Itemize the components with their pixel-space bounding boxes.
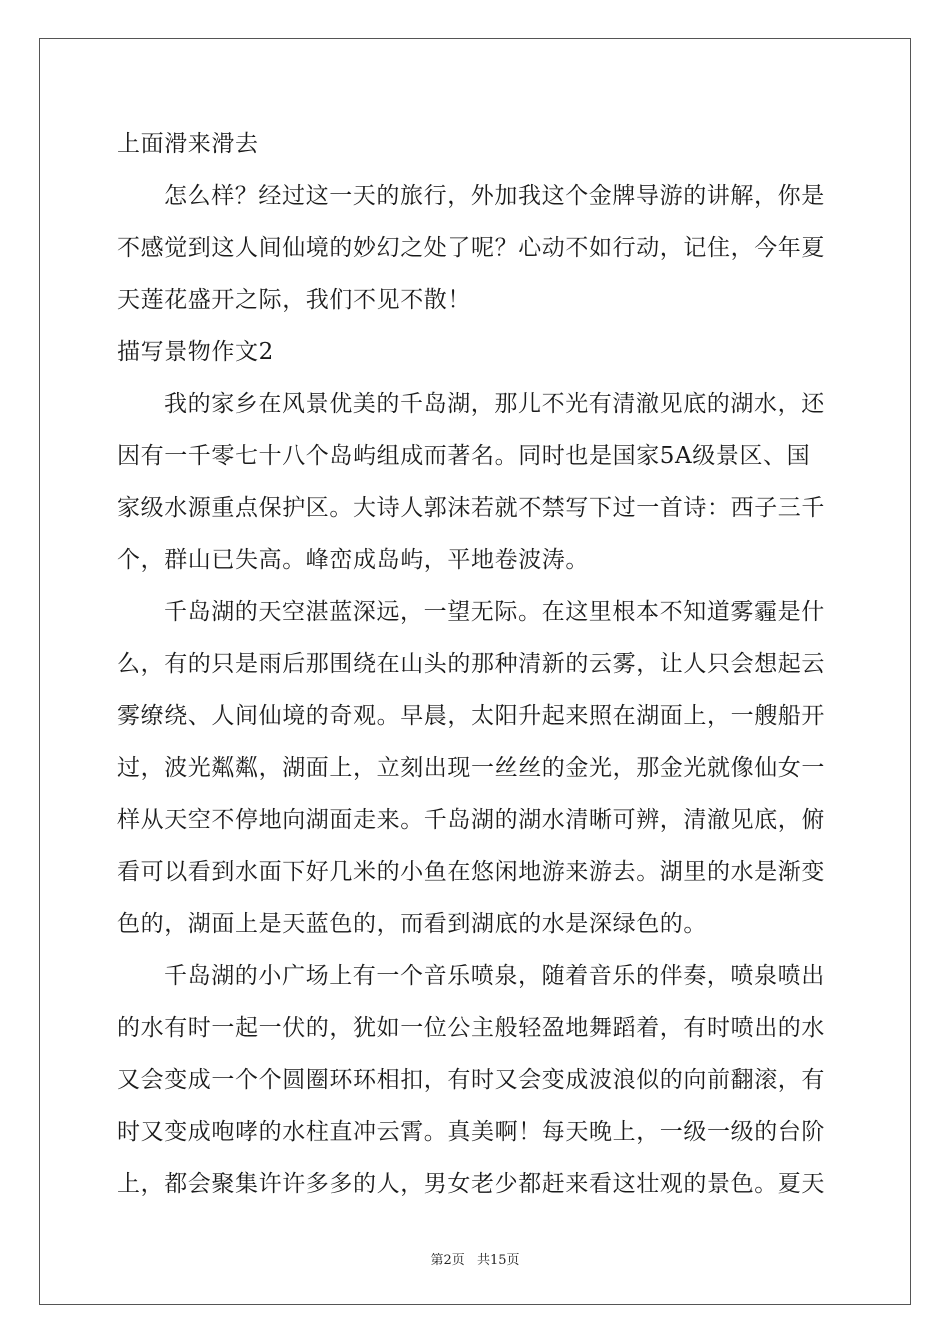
page-number: 第2页 (430, 1253, 465, 1268)
text-line: 不感觉到这人间仙境的妙幻之处了呢？心动不如行动，记住，今年夏 (117, 235, 825, 261)
page-footer (0, 1249, 950, 1268)
text-line: 上，都会聚集许许多多的人，男女老少都赶来看这壮观的景色。夏天 (117, 1171, 825, 1197)
text-line: 的水有时一起一伏的，犹如一位公主般轻盈地舞蹈着，有时喷出的水 (117, 1015, 825, 1041)
text-line: 怎么样？经过这一天的旅行，外加我这个金牌导游的讲解，你是 (164, 183, 825, 209)
text-line: 看可以看到水面下好几米的小鱼在悠闲地游来游去。湖里的水是渐变 (117, 859, 825, 885)
text-line: 过，波光粼粼，湖面上，立刻出现一丝丝的金光，那金光就像仙女一 (117, 755, 825, 781)
text-line: 天莲花盛开之际，我们不见不散！ (117, 287, 471, 313)
text-line: 时又变成咆哮的水柱直冲云霄。真美啊！每天晚上，一级一级的台阶 (117, 1119, 825, 1145)
text-line: 又会变成一个个圆圈环环相扣，有时又会变成波浪似的向前翻滚，有 (117, 1067, 825, 1093)
page-total: 共15页 (476, 1253, 520, 1268)
document-body (117, 128, 833, 1200)
text-line: 因有一千零七十八个岛屿组成而著名。同时也是国家5A级景区、国 (117, 443, 811, 469)
text-line: 家级水源重点保护区。大诗人郭沫若就不禁写下过一首诗：西子三千 (117, 495, 825, 521)
text-line: 千岛湖的天空湛蓝深远，一望无际。在这里根本不知道雾霾是什 (164, 599, 825, 625)
section-heading: 描写景物作文2 (117, 339, 274, 365)
text-line: 千岛湖的小广场上有一个音乐喷泉，随着音乐的伴奏，喷泉喷出 (164, 963, 825, 989)
text-line: 样从天空不停地向湖面走来。千岛湖的湖水清晰可辨，清澈见底，俯 (117, 807, 825, 833)
text-line: 上面滑来滑去 (117, 131, 259, 157)
text-line: 雾缭绕、人间仙境的奇观。早晨，太阳升起来照在湖面上，一艘船开 (117, 703, 825, 729)
text-line: 色的，湖面上是天蓝色的，而看到湖底的水是深绿色的。 (117, 911, 707, 937)
text-line: 么，有的只是雨后那围绕在山头的那种清新的云雾，让人只会想起云 (117, 651, 825, 677)
text-line: 我的家乡在风景优美的千岛湖，那儿不光有清澈见底的湖水，还 (164, 391, 825, 417)
text-line: 个，群山已失高。峰峦成岛屿，平地卷波涛。 (117, 547, 589, 573)
